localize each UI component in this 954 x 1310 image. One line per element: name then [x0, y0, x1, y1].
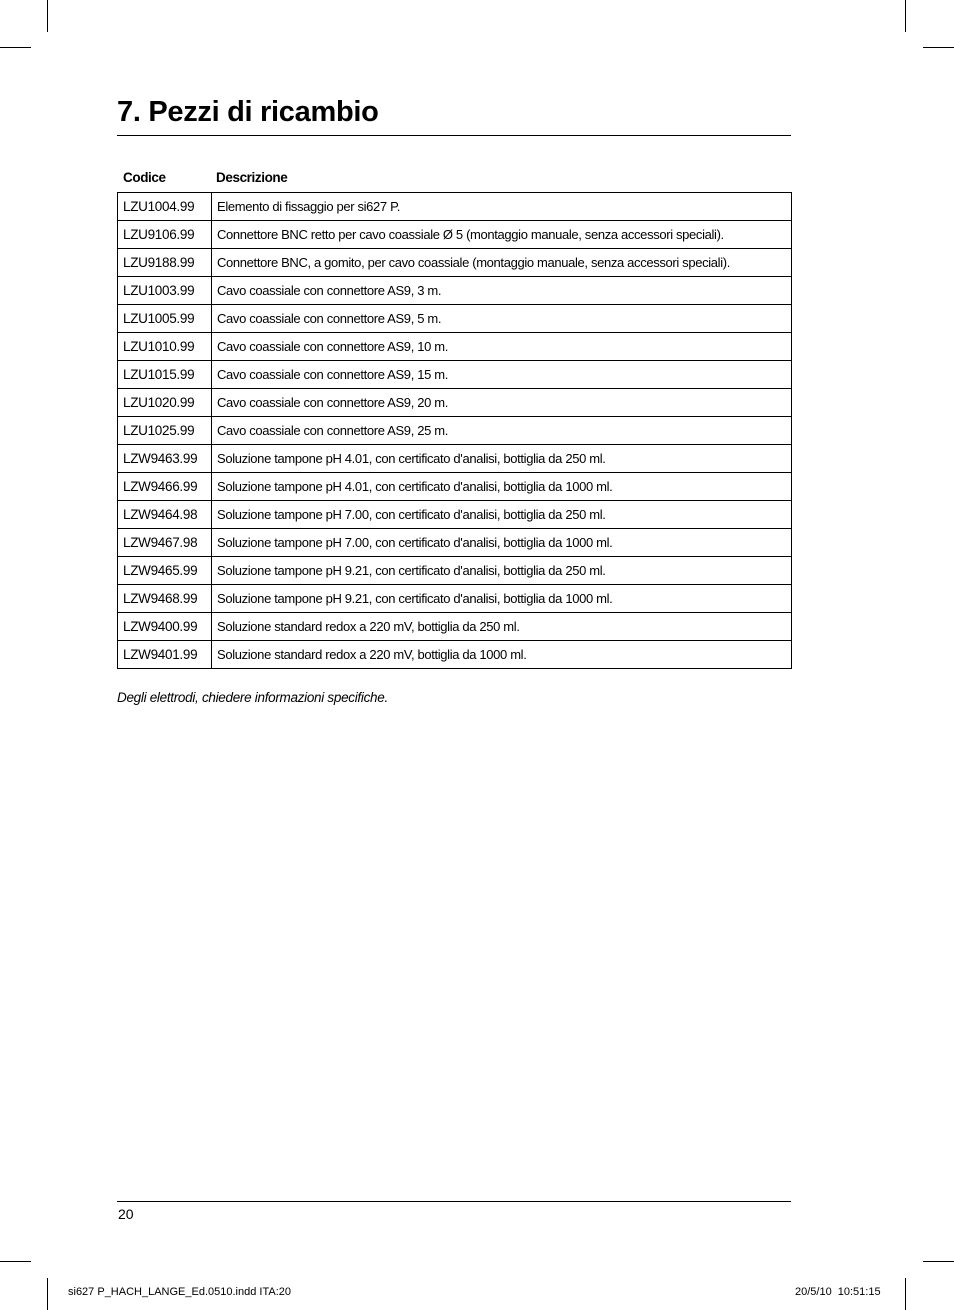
part-description: Cavo coassiale con connettore AS9, 20 m.	[212, 389, 792, 417]
footnote: Degli elettrodi, chiedere informazioni specifiche.	[117, 690, 388, 705]
part-code: LZW9467.98	[118, 529, 212, 557]
slug-file-info: si627 P_HACH_LANGE_Ed.0510.indd ITA:20	[68, 1286, 291, 1298]
crop-mark	[905, 0, 906, 32]
part-description: Cavo coassiale con connettore AS9, 3 m.	[212, 277, 792, 305]
part-description: Soluzione tampone pH 4.01, con certificato d'analisi, bottiglia da 250 ml.	[212, 445, 792, 473]
part-code: LZU1025.99	[118, 417, 212, 445]
crop-mark	[47, 0, 48, 32]
table-row	[118, 641, 792, 669]
part-description: Soluzione tampone pH 9.21, con certificato d'analisi, bottiglia da 1000 ml.	[212, 585, 792, 613]
part-code: LZU1005.99	[118, 305, 212, 333]
table-row	[118, 445, 792, 473]
crop-mark	[923, 1261, 954, 1262]
part-description: Soluzione standard redox a 220 mV, bottiglia da 1000 ml.	[212, 641, 792, 669]
table-row	[118, 221, 792, 249]
part-description: Cavo coassiale con connettore AS9, 10 m.	[212, 333, 792, 361]
table-row	[118, 277, 792, 305]
part-description: Cavo coassiale con connettore AS9, 5 m.	[212, 305, 792, 333]
part-description: Soluzione tampone pH 7.00, con certificato d'analisi, bottiglia da 1000 ml.	[212, 529, 792, 557]
table-row	[118, 529, 792, 557]
part-description: Cavo coassiale con connettore AS9, 15 m.	[212, 361, 792, 389]
part-code: LZW9401.99	[118, 641, 212, 669]
crop-mark	[47, 1278, 48, 1310]
table-row	[118, 557, 792, 585]
part-description: Soluzione standard redox a 220 mV, bottiglia da 250 ml.	[212, 613, 792, 641]
section-title: 7. Pezzi di ricambio	[117, 96, 379, 128]
part-code: LZU9188.99	[118, 249, 212, 277]
table-row	[118, 585, 792, 613]
part-code: LZU1004.99	[118, 193, 212, 221]
slug-datetime: 20/5/10 10:51:15	[795, 1286, 881, 1298]
crop-mark	[923, 47, 954, 48]
table-row	[118, 613, 792, 641]
table-row	[118, 305, 792, 333]
part-description: Soluzione tampone pH 4.01, con certificato d'analisi, bottiglia da 1000 ml.	[212, 473, 792, 501]
table-header	[117, 168, 791, 190]
part-code: LZU9106.99	[118, 221, 212, 249]
part-code: LZW9463.99	[118, 445, 212, 473]
part-description: Soluzione tampone pH 9.21, con certificato d'analisi, bottiglia da 250 ml.	[212, 557, 792, 585]
title-divider	[117, 135, 791, 136]
part-code: LZW9468.99	[118, 585, 212, 613]
part-description: Soluzione tampone pH 7.00, con certificato d'analisi, bottiglia da 250 ml.	[212, 501, 792, 529]
part-code: LZW9465.99	[118, 557, 212, 585]
table-row	[118, 333, 792, 361]
table-row	[118, 193, 792, 221]
crop-mark	[0, 1261, 31, 1262]
table-row	[118, 389, 792, 417]
column-header-code: Codice	[123, 170, 166, 185]
table-row	[118, 417, 792, 445]
table-row	[118, 473, 792, 501]
part-description: Connettore BNC, a gomito, per cavo coassiale (montaggio manuale, senza accessori speciali).	[212, 249, 792, 277]
part-code: LZU1010.99	[118, 333, 212, 361]
part-code: LZU1015.99	[118, 361, 212, 389]
crop-mark	[0, 47, 31, 48]
table-row	[118, 501, 792, 529]
part-code: LZW9466.99	[118, 473, 212, 501]
part-description: Connettore BNC retto per cavo coassiale Ø 5 (montaggio manuale, senza accessori speciali).	[212, 221, 792, 249]
part-description: Elemento di fissaggio per si627 P.	[212, 193, 792, 221]
part-description: Cavo coassiale con connettore AS9, 25 m.	[212, 417, 792, 445]
part-code: LZW9464.98	[118, 501, 212, 529]
table-row	[118, 249, 792, 277]
footer-divider	[117, 1201, 791, 1202]
part-code: LZW9400.99	[118, 613, 212, 641]
part-code: LZU1020.99	[118, 389, 212, 417]
column-header-description: Descrizione	[216, 170, 288, 185]
page-number: 20	[118, 1206, 134, 1222]
part-code: LZU1003.99	[118, 277, 212, 305]
spare-parts-table	[117, 192, 792, 669]
table-row	[118, 361, 792, 389]
crop-mark	[905, 1278, 906, 1310]
